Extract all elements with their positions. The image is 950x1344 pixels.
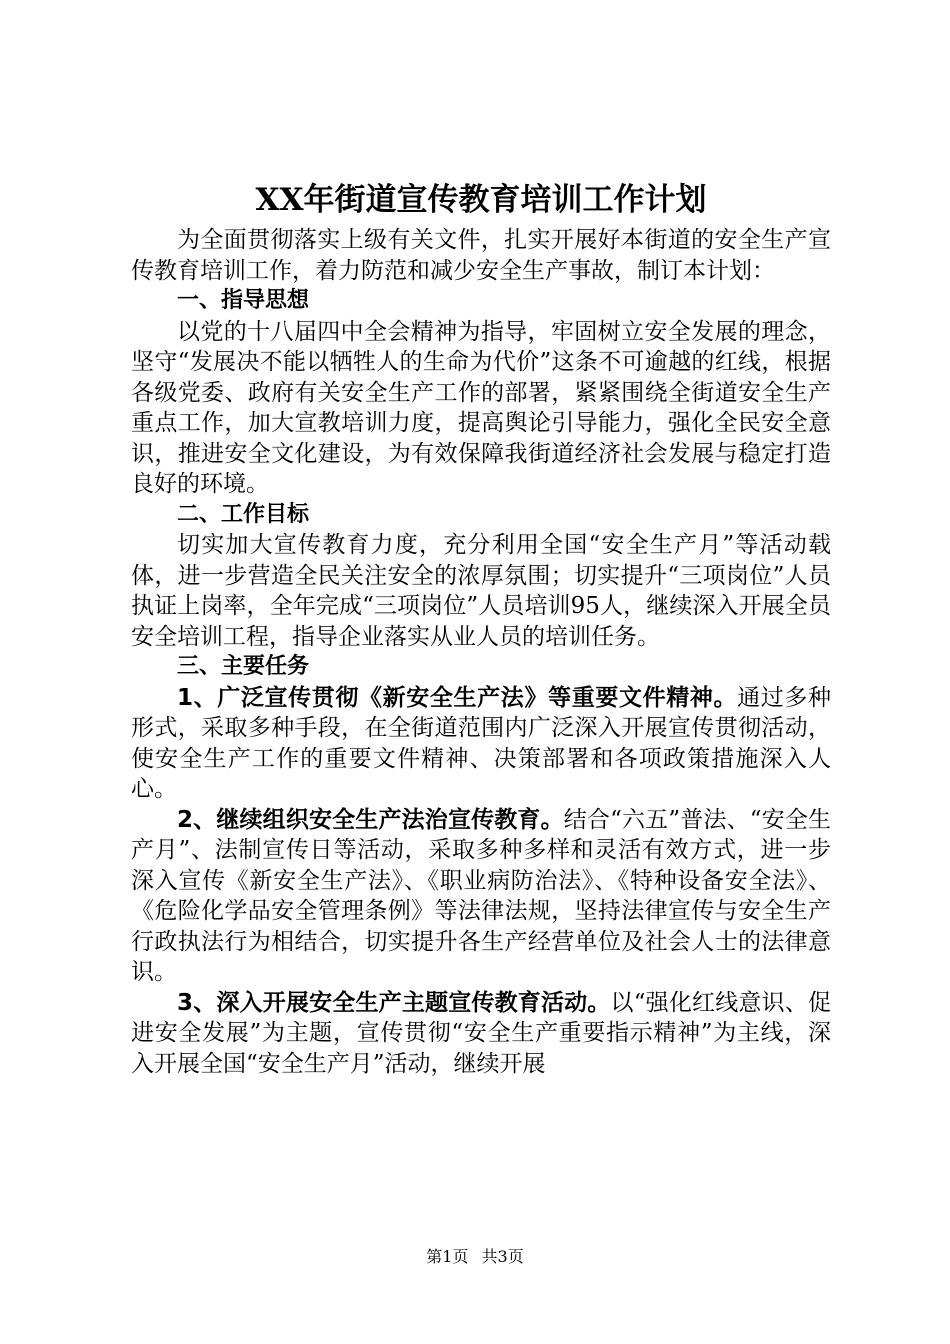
task-item-body: 结合“六五”普法、“安全生产月”、法制宣传日等活动，采取多种多样和灵活有效方式，进一步深入宣传《新安全生产法》、《职业病防治法》、《特种设备安全法》、《危险化学品安全管理条例》等法律法规，坚持法律宣传与安全生产行政执法行为相结合，切实提升各生产经营单位及社会人士的法律意识。 <box>131 806 831 985</box>
task-item-3 <box>131 988 831 1080</box>
task-item-lead: 3、深入开展安全生产主题宣传教育活动。 <box>177 989 611 1016</box>
task-item-body: 以“强化红线意识、促进安全发展”为主题，宣传贯彻“安全生产重要指示精神”为主线，深入开展全国“安全生产月”活动，继续开展 <box>131 989 831 1077</box>
page-footer <box>0 1247 950 1267</box>
page-number: 第1页 <box>426 1247 469 1266</box>
page-total: 共3页 <box>481 1247 524 1266</box>
document-page <box>131 180 831 1079</box>
task-item-2 <box>131 805 831 988</box>
section-heading-guiding-ideology: 一、指导思想 <box>177 288 310 313</box>
intro-paragraph: 为全面贯彻落实上级有关文件，扎实开展好本街道的安全生产宣传教育培训工作，着力防范和减少安全生产事故，制订本计划： <box>131 227 831 284</box>
section-body-guiding-ideology: 以党的十八届四中全会精神为指导，牢固树立安全发展的理念，坚守“发展决不能以牺牲人的生命为代价”这条不可逾越的红线，根据各级党委、政府有关安全生产工作的部署，紧紧围绕全街道安全生产重点工作，加大宣教培训力度，提高舆论引导能力，强化全民安全意识，推进安全文化建设，为有效保障我街道经济社会发展与稳定打造良好的环境。 <box>131 318 831 497</box>
task-item-body: 通过多种形式，采取多种手段，在全街道范围内广泛深入开展宣传贯彻活动，使安全生产工作的重要文件精神、决策部署和各项政策措施深入人心。 <box>131 684 831 802</box>
task-item-lead: 2、继续组织安全生产法治宣传教育。 <box>177 806 564 833</box>
section-heading-main-tasks: 三、主要任务 <box>177 654 310 679</box>
task-item-lead: 1、广泛宣传贯彻《新安全生产法》等重要文件精神。 <box>177 684 738 711</box>
section-heading-work-goals: 二、工作目标 <box>177 501 310 527</box>
document-title: XX年街道宣传教育培训工作计划 <box>255 182 707 218</box>
section-body-work-goals: 切实加大宣传教育力度，充分利用全国“安全生产月”等活动载体，进一步营造全民关注安全的浓厚氛围；切实提升“三项岗位”人员执证上岗率，全年完成“三项岗位”人员培训95人，继续深入开展全员安全培训工程，指导企业落实从业人员的培训任务。 <box>131 532 831 650</box>
task-item-1 <box>131 683 831 805</box>
